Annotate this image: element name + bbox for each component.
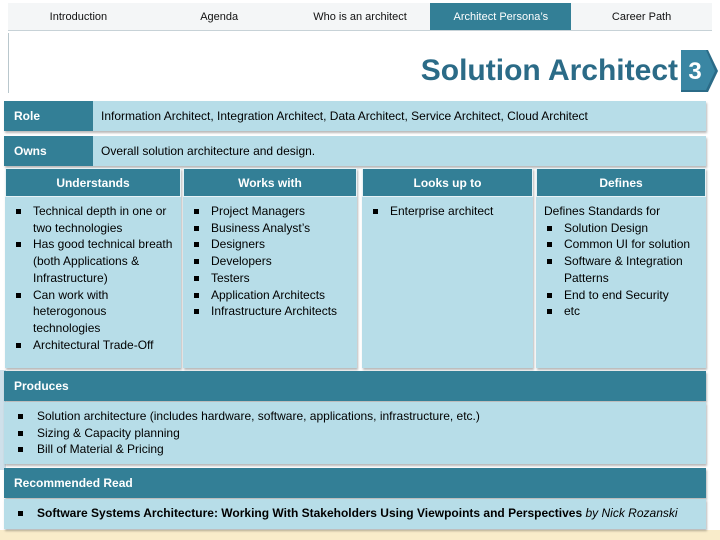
understands-list — [13, 203, 175, 353]
list-item: Enterprise architect — [370, 203, 527, 220]
nav-tab-introduction[interactable]: Introduction — [49, 10, 108, 23]
understands-header: Understands — [5, 168, 181, 197]
list-item: Business Analyst’s — [191, 220, 351, 237]
owns-row — [4, 136, 706, 166]
recommended-read-panel — [4, 499, 706, 529]
nav-tab-who-is-an-architect[interactable]: Who is an architect — [313, 10, 407, 23]
defines-list — [544, 220, 700, 320]
list-item: Common UI for solution — [544, 236, 700, 253]
list-item: Testers — [191, 270, 351, 287]
list-item: Architectural Trade-Off — [13, 337, 175, 354]
list-item: Sizing & Capacity planning — [12, 425, 698, 442]
looks-up-to-header: Looks up to — [362, 168, 533, 197]
divider — [8, 33, 9, 93]
produces-panel — [4, 402, 706, 464]
list-item: Has good technical breath (both Applications & Infrastructure) — [13, 236, 175, 286]
owns-text: Overall solution architecture and design. — [101, 144, 316, 158]
list-item: Can work with heterogonous technologies — [13, 287, 175, 337]
works-with-header: Works with — [183, 168, 357, 197]
list-item: Application Architects — [191, 287, 351, 304]
list-item: Infrastructure Architects — [191, 303, 351, 320]
defines-panel — [536, 168, 706, 368]
slide-number-badge — [678, 46, 718, 96]
list-item: Designers — [191, 236, 351, 253]
list-item: etc — [544, 303, 700, 320]
role-label: Role — [4, 101, 93, 131]
works-with-list — [191, 203, 351, 320]
list-item: Software & Integration Patterns — [544, 253, 700, 286]
nav-tab-architect-personas[interactable]: Architect Persona’s — [430, 3, 571, 30]
slide-number: 3 — [688, 58, 702, 85]
list-item: Developers — [191, 253, 351, 270]
defines-intro: Defines Standards for — [544, 204, 661, 218]
recommended-read-header: Recommended Read — [4, 468, 706, 498]
list-item — [12, 505, 698, 522]
owns-label: Owns — [4, 136, 93, 166]
role-text: Information Architect, Integration Architect, Data Architect, Service Architect, Cloud Architect — [101, 109, 588, 123]
produces-list — [12, 408, 698, 458]
decorative-footer-band — [0, 530, 720, 540]
works-with-panel — [183, 168, 357, 368]
list-item: Technical depth in one or two technologies — [13, 203, 175, 236]
nav-tab-career-path[interactable]: Career Path — [611, 10, 672, 23]
list-item: Bill of Material & Pricing — [12, 441, 698, 458]
looks-up-to-list — [370, 203, 527, 220]
looks-up-to-panel — [362, 168, 533, 368]
role-row — [4, 101, 706, 131]
list-item: Solution Design — [544, 220, 700, 237]
top-navigation — [8, 3, 712, 31]
list-item: Project Managers — [191, 203, 351, 220]
page-title: Solution Architect — [420, 54, 678, 87]
book-author: by Nick Rozanski — [585, 506, 678, 520]
produces-header: Produces — [4, 371, 706, 401]
nav-tab-agenda[interactable]: Agenda — [200, 10, 239, 23]
defines-header: Defines — [536, 168, 706, 197]
understands-panel — [5, 168, 181, 368]
book-title: Software Systems Architecture: Working With Stakeholders Using Viewpoints and Perspectives — [37, 506, 583, 520]
list-item: End to end Security — [544, 287, 700, 304]
list-item: Solution architecture (includes hardware, software, applications, infrastructure, etc.) — [12, 408, 698, 425]
recommended-list — [12, 505, 698, 522]
